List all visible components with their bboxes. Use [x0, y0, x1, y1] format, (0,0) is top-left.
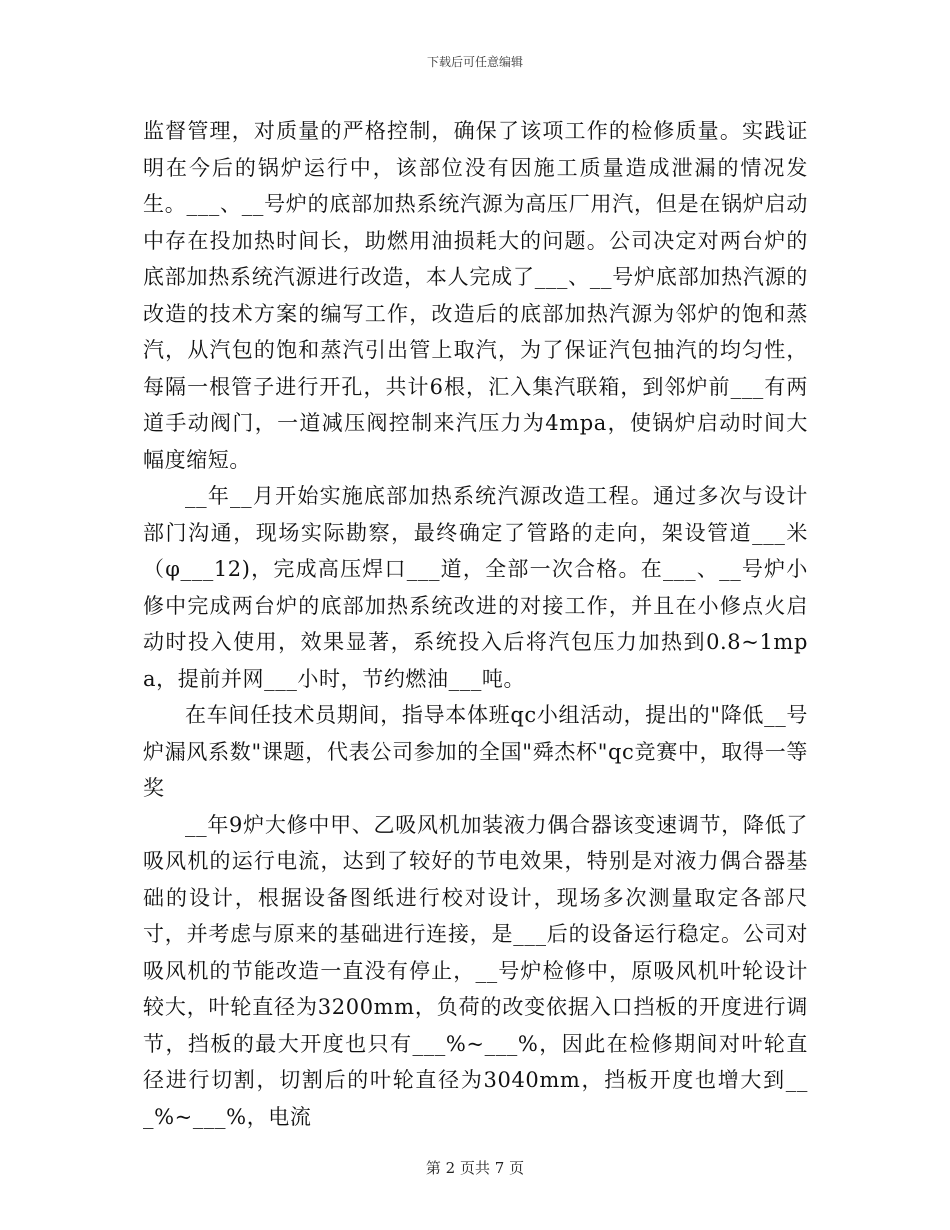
page-footer: 第 2 页共 7 页: [425, 1159, 525, 1177]
paragraph-3: 在车间任技术员期间，指导本体班qc小组活动，提出的"降低__号炉漏风系数"课题，代表公司参加的全国"舜杰杯"qc竞赛中，取得一等奖: [143, 703, 808, 800]
document-body: [143, 113, 808, 1135]
page-header: 下载后可任意编辑: [426, 55, 523, 69]
paragraph-2: __年__月开始实施底部加热系统汽源改造工程。通过多次与设计部门沟通，现场实际勘察，最终确定了管路的走向，架设管道___米（φ___12)，完成高压焊口___道，全部一次合格。在___、__号炉小修中完成两台炉的底部加热系统改进的对接工作，并且在小修点火启动时投入使用，效果显著，系统投入后将汽包压力加热到0.8~1mpa，提前并网___小时，节约燃油___吨。: [143, 484, 808, 691]
paragraph-1: 监督管理，对质量的严格控制，确保了该项工作的检修质量。实践证明在今后的锅炉运行中，该部位没有因施工质量造成泄漏的情况发生。___、__号炉的底部加热系统汽源为高压厂用汽，但是在锅炉启动中存在投加热时间长，助燃用油损耗大的问题。公司决定对两台炉的底部加热系统汽源进行改造，本人完成了___、__号炉底部加热汽源的改造的技术方案的编写工作，改造后的底部加热汽源为邻炉的饱和蒸汽，从汽包的饱和蒸汽引出管上取汽，为了保证汽包抽汽的均匀性，每隔一根管子进行开孔，共计6根，汇入集汽联箱，到邻炉前___有两道手动阀门，一道减压阀控制来汽压力为4mpa，使锅炉启动时间大幅度缩短。: [143, 119, 808, 472]
paragraph-4: __年9炉大修中甲、乙吸风机加装液力偶合器该变速调节，降低了吸风机的运行电流，达到了较好的节电效果，特别是对液力偶合器基础的设计，根据设备图纸进行校对设计，现场多次测量取定各部尺寸，并考虑与原来的基础进行连接，是___后的设备运行稳定。公司对吸风机的节能改造一直没有停止，__号炉检修中，原吸风机叶轮设计较大，叶轮直径为3200mm，负荷的改变依据入口挡板的开度进行调节，挡板的最大开度也只有___%~___%，因此在检修期间对叶轮直径进行切割，切割后的叶轮直径为3040mm，挡板开度也增大到___%~___%，电流: [143, 812, 808, 1129]
